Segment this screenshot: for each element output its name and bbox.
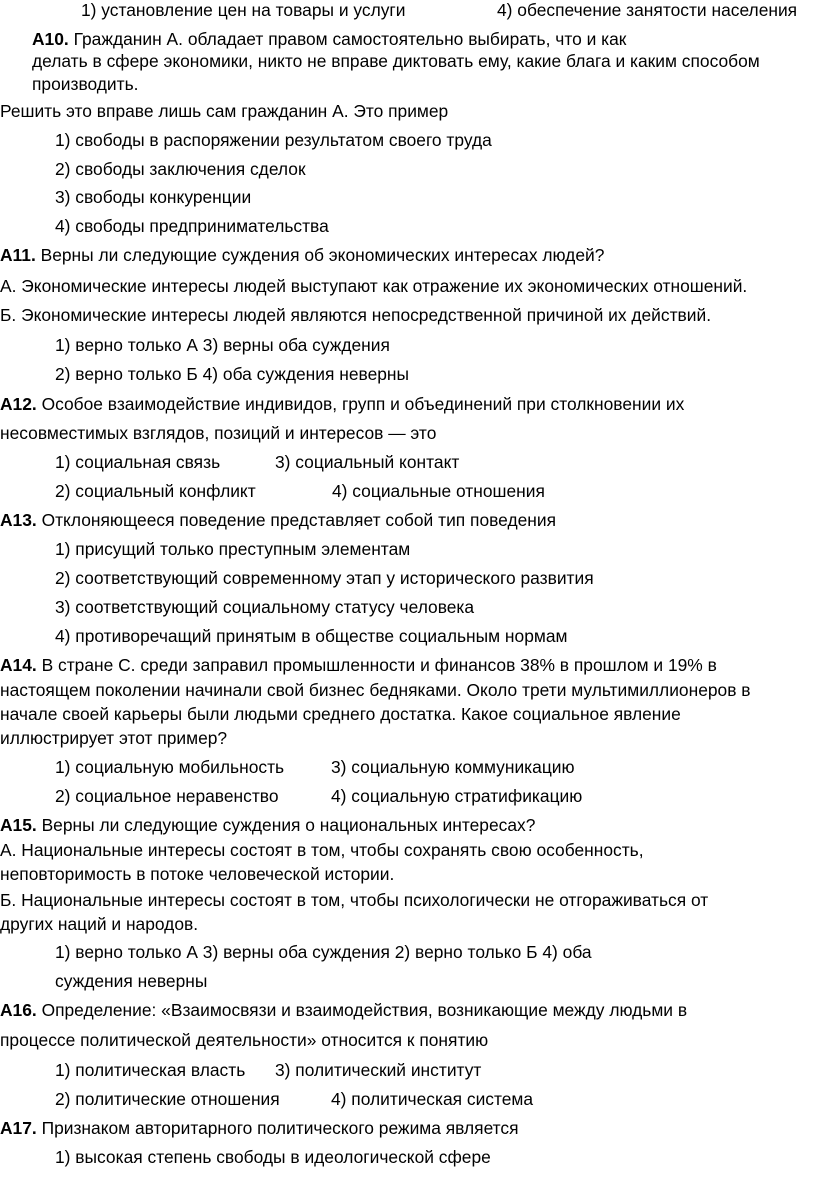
question-a12-text-1: Особое взаимодействие индивидов, групп и объединений при столкновении их [36,394,685,414]
a16-option-3: 3) политический институт [275,1060,482,1080]
question-a10 [32,29,626,49]
question-a12-label: А12. [0,394,37,414]
question-a10-label: А10. [32,29,69,49]
a16-option-2: 2) политические отношения [55,1089,280,1109]
a15-options-row-1: 1) верно только А 3) верны оба суждения 2) верно только Б 4) оба [55,942,592,962]
question-a17-text: Признаком авторитарного политического режима является [36,1118,519,1138]
question-a14-text-1: В стране С. среди заправил промышленности и финансов 38% в прошлом и 19% в [36,655,717,675]
a15-statement-a-2: неповторимость в потоке человеческой истории. [0,864,395,884]
question-a15 [0,815,535,835]
question-a14-text-3: начале своей карьеры были людьми среднего достатка. Какое социальное явление [0,704,681,724]
a14-option-2: 2) социальное неравенство [55,786,279,806]
question-a10-text-4: Решить это вправе лишь сам гражданин А. Это пример [0,101,449,121]
question-a16-text-1: Определение: «Взаимосвязи и взаимодействия, возникающие между людьми в [36,1000,688,1020]
a10-option-1: 1) свободы в распоряжении результатом своего труда [55,130,492,150]
question-a15-text: Верны ли следующие суждения о национальных интересах? [36,815,536,835]
a16-option-4: 4) политическая система [331,1089,534,1109]
a15-statement-a-1: А. Национальные интересы состоят в том, чтобы сохранять свою особенность, [0,840,644,860]
a15-statement-b-2: других наций и народов. [0,914,199,934]
a11-options-row-2: 2) верно только Б 4) оба суждения неверны [55,364,410,384]
a14-option-1: 1) социальную мобильность [55,757,285,777]
question-a16-text-2: процессе политической деятельности» относится к понятию [0,1030,489,1050]
a16-option-1: 1) политическая власть [55,1060,246,1080]
question-a11-label: А11. [0,245,36,265]
a14-option-4: 4) социальную стратификацию [331,786,583,806]
prev-option-4-text: 4) обеспечение занятости населения [497,0,798,20]
a12-option-2: 2) социальный конфликт [55,481,256,501]
question-a17 [0,1118,519,1138]
question-a16-label: А16. [0,1000,37,1020]
question-a11 [0,245,604,265]
question-a12-text-2: несовместимых взглядов, позиций и интересов — это [0,423,437,443]
question-a12 [0,394,684,414]
prev-option-4 [497,0,797,20]
a13-option-1: 1) присущий только преступным элементам [55,539,411,559]
question-a13-text: Отклоняющееся поведение представляет собой тип поведения [36,510,557,530]
a11-statement-b: Б. Экономические интересы людей являются непосредственной причиной их действий. [0,305,712,325]
question-a14-text-2: настоящем поколении начинали свой бизнес бедняками. Около трети мультимиллионеров в [0,680,751,700]
a12-option-1: 1) социальная связь [55,452,221,472]
a10-option-4: 4) свободы предпринимательства [55,216,329,236]
a12-option-3: 3) социальный контакт [275,452,460,472]
a15-options-row-2: суждения неверны [55,971,208,991]
a10-option-3: 3) свободы конкуренции [55,187,252,207]
question-a16 [0,1000,687,1020]
a13-option-4: 4) противоречащий принятым в обществе социальным нормам [55,626,568,646]
prev-option-1: 1) установление цен на товары и услуги [81,0,406,20]
question-a14-label: А14. [0,655,37,675]
question-a10-text-1: Гражданин А. обладает правом самостоятельно выбирать, что и как [68,29,627,49]
a13-option-2: 2) соответствующий современному этап у исторического развития [55,568,594,588]
question-a10-text-3: производить. [32,74,139,94]
a13-option-3: 3) соответствующий социальному статусу человека [55,597,475,617]
question-a10-text-2: делать в сфере экономики, никто не вправе диктовать ему, какие блага и каким способом [32,51,760,71]
question-a11-text: Верны ли следующие суждения об экономических интересах людей? [35,245,605,265]
question-a14-text-4: иллюстрирует этот пример? [0,728,228,748]
a14-option-3: 3) социальную коммуникацию [331,757,575,777]
a11-options-row-1: 1) верно только А 3) верны оба суждения [55,335,390,355]
a17-option-1: 1) высокая степень свободы в идеологической сфере [55,1147,491,1167]
question-a13 [0,510,556,530]
question-a14 [0,655,717,675]
question-a17-label: А17. [0,1118,37,1138]
a12-option-4: 4) социальные отношения [332,481,545,501]
question-a15-label: А15. [0,815,37,835]
a15-statement-b-1: Б. Национальные интересы состоят в том, чтобы психологически не отгораживаться от [0,890,709,910]
a11-statement-a: А. Экономические интересы людей выступают как отражение их экономических отношений. [0,276,748,296]
question-a13-label: А13. [0,510,37,530]
a10-option-2: 2) свободы заключения сделок [55,159,306,179]
